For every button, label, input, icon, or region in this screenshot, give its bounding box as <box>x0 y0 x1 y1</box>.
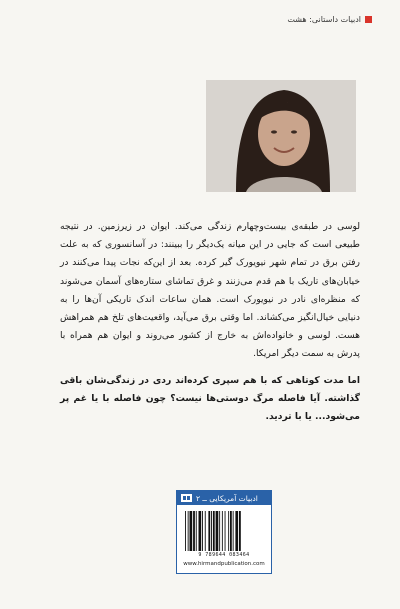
author-portrait-image <box>206 80 356 192</box>
publisher-logo-icon <box>181 494 192 502</box>
series-name: ادبیات آمریکایی ــ ۲ <box>196 493 258 503</box>
red-square-marker-icon <box>365 16 372 23</box>
back-cover-blurb <box>60 218 360 426</box>
blurb-paragraph-2: اما مدت کوتاهی که با هم سپری کرده‌اند ردی در زندگی‌شان باقی گذاشته. آیا فاصله مرگ دوستی‌ها نیست؟ چون فاصله با یا غم پر می‌شود... یا با تردید. <box>60 374 360 423</box>
barcode-digits: 9 789644 083464 <box>198 552 250 558</box>
author-photo <box>206 80 356 192</box>
publisher-website: www.hirmandpublication.com <box>183 561 265 567</box>
barcode-box <box>176 490 272 574</box>
blurb-paragraph-1: لوسی در طبقه‌ی بیست‌وچهارم زندگی می‌کند. ایوان در زیرزمین. در نتیجه طبیعی است که جایی در این میانه یک‌دیگر را ببینند: در آسانسوری که به علت رفتن برق در تمام شهر نیویورک گیر کرده. بعد از این‌که نجات پیدا می‌کنند در خیابان‌های تاریک با هم قدم می‌زنند و غرق تماشای ستاره‌های آسمان می‌شوند که منظره‌ای نادر در نیویورک است. همان ساعات اندک تاریکی آن‌ها را به دنیایی خیال‌انگیز می‌کشاند. اما وقتی برق می‌آید، واقعیت‌های تلخ هم همراهش هست. لوسی و خانواده‌اش به خارج از کشور می‌روند و ایوان هم همراه با پدرش به سمت دیگر امریکا. <box>60 221 360 360</box>
series-header-label: ادبیات داستانی: هشت <box>287 15 361 24</box>
barcode-icon <box>185 511 263 551</box>
series-header <box>287 15 372 24</box>
barcode-bars <box>185 511 263 551</box>
series-band <box>177 491 271 505</box>
